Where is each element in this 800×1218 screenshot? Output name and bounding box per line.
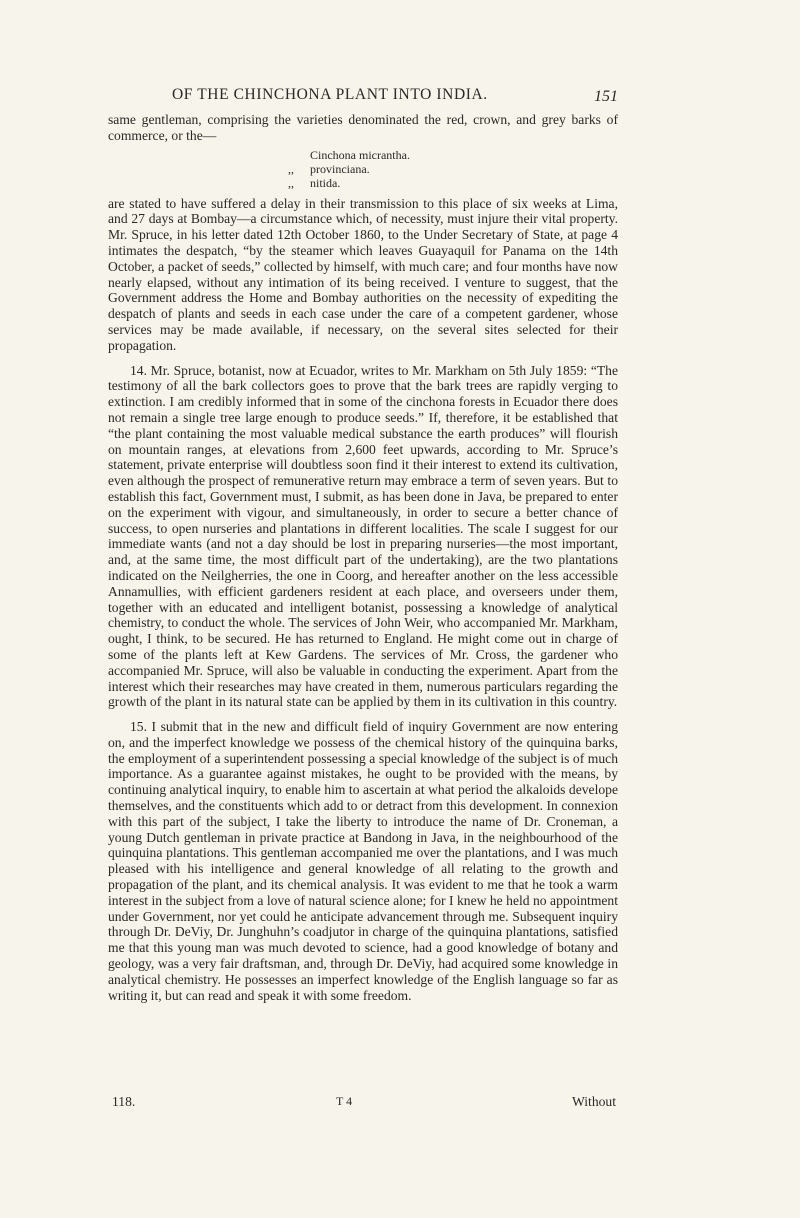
page-footer <box>112 1094 616 1112</box>
species-name: provinciana. <box>310 161 370 176</box>
paragraph-15: 15. I submit that in the new and difficult field of inquiry Government are now entering on, and the imperfect knowledge we possess of the chemical history of the quinquina barks, the employment of a superintendent possessing a special knowledge of the subject is of much importance. As a guarantee against mistakes, he ought to be provided with the means, by continuing analytical inquiry, to enable him to ascertain at what period the alkaloids develope themselves, and the constituents which add to or detract from this development. In connexion with this part of the subject, I take the liberty to introduce the name of Dr. Croneman, a young Dutch gentleman in private practice at Bandong in Java, in the neighbourhood of the quinquina plantations. This gentleman accompanied me over the plantations, and I was much pleased with his intelligence and general knowledge of all relating to the growth and propagation of the plant, and its chemical analysis. It was evident to me that he took a warm interest in the subject from a love of natural science alone; for I knew he held no appointment under Government, nor yet could he anticipate advancement through me. Subsequent inquiry through Dr. DeViy, Dr. Junghuhn’s coadjutor in charge of the quinquina plantations, satisfied me that this young man was much devoted to science, had a good knowledge of botany and geology, was a very fair draftsman, and, through Dr. DeViy, had acquired some knowledge in analytical chemistry. He possesses an imperfect knowledge of the English language so far as writing it, but can read and speak it with some freedom. <box>108 719 618 1003</box>
species-prefix: ,, <box>288 161 294 176</box>
species-prefix: ,, <box>288 175 294 190</box>
paragraph-14: 14. Mr. Spruce, botanist, now at Ecuador, writes to Mr. Markham on 5th July 1859: “The testimony of all the bark collectors goes to prove that the bark trees are rapidly verging to extinction. I am credibly informed that in some of the cinchona forests in Ecuador there does not remain a single tree large enough to produce seeds.” If, therefore, it be established that “the plant containing the most valuable medical substance the earth produces” will flourish on mountain ranges, at elevations from 2,600 feet upwards, according to Mr. Spruce’s statement, private enterprise will doubtless soon find it their interest to extend its cultivation, even although the prospect of remunerative return may embrace a term of seven years. But to establish this fact, Government must, I submit, as has been done in Java, be prepared to enter on the experiment with vigour, and simultaneously, in order to secure a better chance of success, to open nurseries and plantations in different localities. The scale I suggest for our immediate wants (and not a day should be lost in preparing nurseries—the most important, and, at the same time, the most difficult part of the undertaking), are the two plantations indicated on the Neilgherries, the one in Coorg, and hereafter another on the less accessible Annamullies, with efficient gardeners resident at each place, and overseers under them, together with an educated and intelligent botanist, possessing a knowledge of analytical chemistry, to conduct the whole. The services of John Weir, who accompanied Mr. Markham, ought, I think, to be secured. He has returned to England. He might come out in charge of some of the plants left at Kew Gardens. The services of Mr. Cross, the gardener who accompanied Mr. Spruce, will also be valuable in conducting the experiment. Apart from the interest which their researches may have created in them, numerous particulars regarding the growth of the plant in its natural state can be applied by them in its cultivation in this country. <box>108 362 618 710</box>
catchword: Without <box>571 1094 616 1109</box>
page-number: 151 <box>594 88 618 105</box>
species-item <box>288 176 618 190</box>
running-title: OF THE CHINCHONA PLANT INTO INDIA. <box>172 86 488 103</box>
species-name: nitida. <box>310 175 341 190</box>
species-name: Cinchona micrantha. <box>310 147 410 162</box>
species-list <box>288 148 618 190</box>
page-header <box>108 86 618 112</box>
species-item <box>288 148 618 162</box>
sheet-mark: T 4 <box>336 1094 353 1108</box>
page-body <box>108 112 618 1003</box>
intro-text: same gentleman, comprising the varieties denominated the red, crown, and grey barks of commerce, or the— <box>108 112 618 143</box>
species-item <box>288 162 618 176</box>
continuation-paragraph: are stated to have suffered a delay in their transmission to this place of six weeks at Lima, and 27 days at Bombay—a circumstance which, of necessity, must injure their vital property. Mr. Spruce, in his letter dated 12th October 1860, to the Under Secretary of State, at page 4 intimates the despatch, “by the steamer which leaves Guayaquil for Panama on the 14th October, a packet of seeds,” collected by himself, with much care; and four months have now nearly elapsed, without any intimation of its being received. I venture to suggest, that the Government address the Home and Bombay authorities on the necessity of expediting the despatch of plants and seeds in each case under the care of a competent gardener, whose services may be made available, if necessary, on the several sites selected for their propagation. <box>108 195 618 353</box>
signature-mark: 118. <box>112 1094 136 1109</box>
